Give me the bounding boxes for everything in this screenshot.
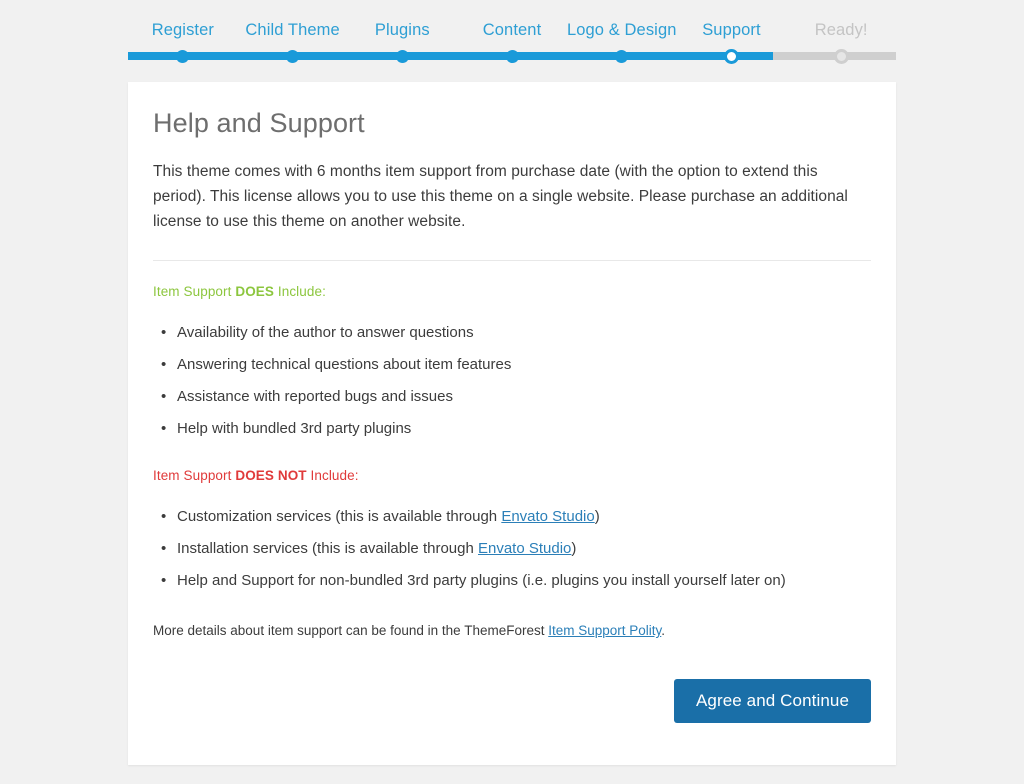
list-item-text: Installation services (this is available through bbox=[177, 540, 478, 557]
card-actions bbox=[674, 679, 871, 723]
list-item: • Help with bundled 3rd party plugins bbox=[177, 413, 871, 445]
exclude-heading-suffix: Include: bbox=[306, 468, 359, 483]
envato-studio-link[interactable]: Envato Studio bbox=[477, 540, 572, 557]
intro-paragraph: This theme comes with 6 months item support from purchase date (with the option to extend this period). This license allows you to use this theme on a single website. Please purchase an additional license to use this theme on another website. bbox=[153, 163, 848, 230]
step-register[interactable]: Register bbox=[151, 21, 214, 39]
step-dot-logo-design[interactable] bbox=[615, 50, 628, 63]
card-content bbox=[128, 82, 896, 641]
list-item-text-after: ) bbox=[594, 508, 600, 525]
support-card bbox=[128, 82, 896, 765]
agree-and-continue-button[interactable]: Agree and Continue bbox=[674, 679, 871, 723]
exclude-heading-prefix: Item Support bbox=[153, 468, 236, 483]
list-item bbox=[177, 533, 871, 565]
step-support[interactable]: Support bbox=[702, 21, 761, 39]
item-support-policy-link[interactable]: Item Support Polity bbox=[548, 623, 662, 638]
list-item-text: Help and Support for non-bundled 3rd party plugins (i.e. plugins you install yourself later on) bbox=[177, 572, 786, 589]
list-item-text-after: ) bbox=[571, 540, 577, 557]
list-item-text: Customization services (this is available through bbox=[177, 508, 502, 525]
exclude-heading bbox=[153, 468, 871, 483]
footnote bbox=[153, 621, 871, 641]
step-content[interactable]: Content bbox=[482, 21, 542, 39]
include-list bbox=[153, 317, 871, 445]
footnote-text-after: . bbox=[661, 623, 666, 638]
page-title: Help and Support bbox=[153, 108, 365, 138]
step-plugins[interactable]: Plugins bbox=[374, 21, 430, 39]
list-item: • Answering technical questions about item features bbox=[177, 349, 871, 381]
step-logo-design[interactable]: Logo & Design bbox=[566, 21, 677, 39]
stepper-labels bbox=[128, 0, 896, 46]
include-heading bbox=[153, 284, 871, 299]
exclude-heading-strong: DOES NOT bbox=[235, 468, 307, 483]
list-item: • Availability of the author to answer questions bbox=[177, 317, 871, 349]
step-child-theme[interactable]: Child Theme bbox=[245, 21, 340, 39]
divider bbox=[153, 260, 871, 261]
step-dot-child-theme[interactable] bbox=[286, 50, 299, 63]
progress-dots bbox=[128, 52, 896, 60]
list-item bbox=[177, 501, 871, 533]
envato-studio-link[interactable]: Envato Studio bbox=[501, 508, 595, 525]
step-dot-ready bbox=[834, 49, 849, 64]
include-heading-prefix: Item Support bbox=[153, 284, 236, 299]
footnote-text: More details about item support can be found in the ThemeForest bbox=[153, 623, 549, 638]
list-item bbox=[177, 565, 871, 597]
include-heading-suffix: Include: bbox=[274, 284, 326, 299]
list-item: • Assistance with reported bugs and issues bbox=[177, 381, 871, 413]
progress-bar bbox=[128, 52, 896, 60]
step-ready: Ready! bbox=[814, 21, 868, 39]
step-dot-content[interactable] bbox=[506, 50, 519, 63]
include-heading-strong: DOES bbox=[235, 284, 275, 299]
exclude-list bbox=[153, 501, 871, 597]
wizard-stepper bbox=[128, 0, 896, 82]
step-dot-support[interactable] bbox=[724, 49, 739, 64]
step-dot-register[interactable] bbox=[176, 50, 189, 63]
step-dot-plugins[interactable] bbox=[396, 50, 409, 63]
